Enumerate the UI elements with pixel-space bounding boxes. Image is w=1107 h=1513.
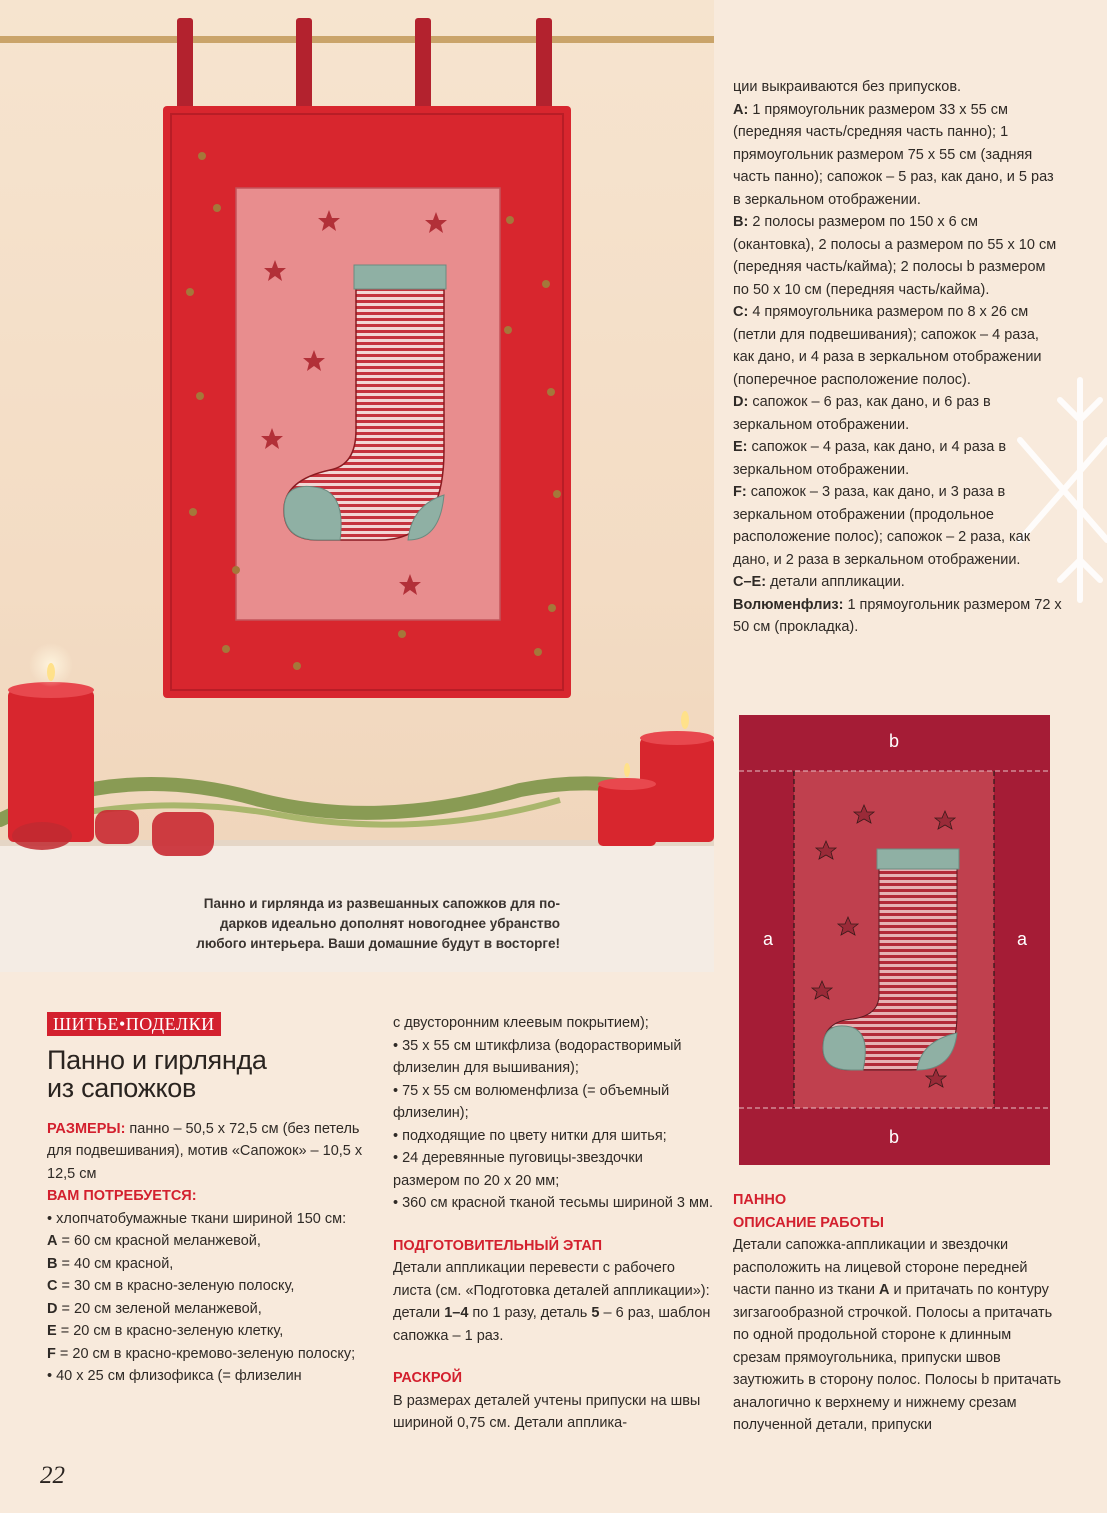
cutting-text: сапожок – 4 раза, как дано, и 4 раза в зеркальном отображении. <box>733 439 1007 478</box>
cutting-label: A: <box>733 101 749 118</box>
prep-text <box>393 1257 713 1347</box>
cutting-text: детали аппликации. <box>766 574 905 590</box>
article-title <box>47 1046 377 1102</box>
fabric-text: = 20 см в красно-кремово-зеленую полоску; <box>55 1345 356 1362</box>
fabric-item <box>47 1320 377 1343</box>
cutting-list <box>733 76 1063 639</box>
supply-item: • 35 х 55 см штикфлиза (водорастворимый флизелин для вышивания); <box>393 1037 682 1076</box>
fabric-text: = 20 см в красно-зеленую клетку, <box>56 1323 284 1339</box>
sizes-text: панно – 50,5 х 72,5 см (без петель для подвешивания), мотив «Сапожок» – 10,5 х 12,5 см <box>47 1120 363 1182</box>
supply-item: с двусторонним клеевым покрытием); <box>393 1015 649 1031</box>
product-photo <box>0 0 714 972</box>
panel-text-bold: A <box>878 1282 890 1298</box>
panel-heading: ПАННО <box>733 1192 787 1208</box>
cut-heading: РАСКРОЙ <box>393 1370 463 1386</box>
prep-heading: ПОДГОТОВИТЕЛЬНЫЙ ЭТАП <box>393 1237 603 1254</box>
fabric-item <box>47 1343 377 1366</box>
fabric-text: = 40 см красной, <box>57 1255 174 1272</box>
cutting-text: 1 прямоугольник размером 72 х 50 см (прокладка). <box>733 596 1062 635</box>
panel-text-part: и притачать по контуру зигзагообразной строчкой. Полосы a притачать по одной продольной стороне к длинным срезам прямоугольника, припуски швов заутюжить в сторону полос. Полосы b притачать аналогично к верхнему и нижнему срезам полученной детали, припуски <box>733 1282 1062 1433</box>
need-heading: ВАМ ПОТРЕБУЕТСЯ: <box>47 1188 197 1204</box>
supply-item: • 360 см красной тканой тесьмы шириной 3 мм. <box>393 1195 713 1211</box>
stocking-panel-illustration <box>0 0 714 972</box>
fabric-item <box>47 1230 377 1253</box>
pattern-diagram <box>739 715 1050 1165</box>
fabric-letter: F <box>47 1345 56 1362</box>
fabric-text: = 20 см зеленой меланжевой, <box>57 1300 262 1317</box>
supply-item: • 24 деревянные пуговицы-звездочки размером по 20 х 20 мм; <box>393 1150 643 1189</box>
panel-subheading: ОПИСАНИЕ РАБОТЫ <box>733 1214 884 1231</box>
fabric-item <box>47 1275 377 1298</box>
caption-line: любого интерьера. Ваши домашние будут в восторге! <box>196 936 560 951</box>
fabric-letter: E <box>47 1323 57 1339</box>
label-a-left: a <box>763 929 774 949</box>
cutting-label: F: <box>733 484 747 500</box>
supply-item: • подходящие по цвету нитки для шитья; <box>393 1127 667 1144</box>
fabric-text: = 60 см красной меланжевой, <box>57 1233 261 1249</box>
cutting-item <box>733 571 1063 594</box>
sizes-label: РАЗМЕРЫ: <box>47 1120 126 1137</box>
prep-text-bold: 5 <box>591 1305 600 1321</box>
need-intro: • хлопчатобумажные ткани шириной 150 см: <box>47 1210 347 1227</box>
article-column-1 <box>47 1012 377 1388</box>
title-line: из сапожков <box>47 1072 197 1103</box>
fabric-letter: D <box>47 1300 58 1317</box>
cutting-item <box>733 481 1063 571</box>
fabric-letter: A <box>47 1233 58 1249</box>
fabric-item <box>47 1298 377 1321</box>
prep-text-part: Детали аппликации перевести с рабочего листа (см. «Подготовка деталей аппликации»): детали <box>393 1260 710 1321</box>
cutting-item <box>733 211 1063 301</box>
cutting-text: 1 прямоугольник размером 33 х 55 см (передняя часть/средняя часть панно); 1 прямоугольник размером 75 х 55 см (задняя часть панно); сапожок – 5 раз, как дано, и 5 раз в зеркальном отображении. <box>733 101 1054 208</box>
cutting-item <box>733 301 1063 391</box>
panel-text-part: Детали сапожка-аппликации и звездочки расположить на лицевой стороне передней части панно из ткани <box>733 1237 1028 1298</box>
cutting-item <box>733 594 1063 639</box>
cutting-text: ции выкраиваются без припусков. <box>733 79 962 95</box>
cutting-item <box>733 99 1063 212</box>
cutting-text: 2 полосы размером по 150 х 6 см (окантовка), 2 полосы a размером по 55 х 10 см (передняя часть/кайма); 2 полосы b размером по 50 х 10 см (передняя часть/кайма). <box>733 214 1057 298</box>
photo-caption <box>150 894 560 954</box>
cutting-label: D: <box>733 394 749 410</box>
section-tag: ШИТЬЕ•ПОДЕЛКИ <box>47 1012 221 1036</box>
caption-line: дарков идеально дополнят новогоднее убранство <box>220 916 560 931</box>
fabric-letter: B <box>47 1255 58 1272</box>
cutting-item <box>733 391 1063 436</box>
fabric-letter: C <box>47 1278 58 1294</box>
title-line: Панно и гирлянда <box>47 1044 267 1075</box>
cutting-label: Волюменфлиз: <box>733 596 844 613</box>
cut-text: В размерах деталей учтены припуски на швы шириной 0,75 см. Детали апплика- <box>393 1392 701 1431</box>
need-more: • 40 х 25 см флизофикса (= флизелин <box>47 1368 302 1384</box>
panel-text <box>733 1234 1063 1437</box>
cutting-label: E: <box>733 439 748 455</box>
article-column-2 <box>393 1012 713 1435</box>
cutting-text: сапожок – 6 раз, как дано, и 6 раз в зеркальном отображении. <box>733 394 991 433</box>
label-b-top: b <box>889 731 900 751</box>
article-column-3 <box>733 1189 1063 1437</box>
cutting-label: B: <box>733 214 749 230</box>
cutting-label: C–E: <box>733 574 767 590</box>
label-b-bottom: b <box>889 1127 900 1147</box>
prep-text-part: – 6 раз, шаблон сапожка – 1 раз. <box>393 1305 711 1344</box>
caption-line: Панно и гирлянда из развешанных сапожков для по- <box>203 896 560 911</box>
cutting-text: 4 прямоугольника размером по 8 х 26 см (петли для подвешивания); сапожок – 4 раза, как дано, и 4 раза в зеркальном отображении (поперечное расположение полос). <box>733 304 1042 388</box>
label-a-right: a <box>1017 929 1028 949</box>
cutting-text: сапожок – 3 раза, как дано, и 3 раза в зеркальном отображении (продольное расположение полос); сапожок – 2 раза, как дано, и 2 раза в зеркальном отображении. <box>733 484 1031 568</box>
prep-text-part: по 1 разу, деталь <box>468 1305 592 1321</box>
pattern-diagram-drawing <box>739 715 1050 1165</box>
sizes-paragraph <box>47 1118 377 1186</box>
fabric-text: = 30 см в красно-зеленую полоску, <box>57 1278 295 1294</box>
page-number: 22 <box>40 1462 65 1489</box>
supply-item: • 75 х 55 см волюменфлиза (= объемный флизелин); <box>393 1082 670 1121</box>
prep-text-bold: 1–4 <box>444 1305 469 1321</box>
fabric-item <box>47 1253 377 1276</box>
cutting-item <box>733 76 1063 99</box>
cutting-item <box>733 436 1063 481</box>
cutting-label: C: <box>733 304 749 320</box>
